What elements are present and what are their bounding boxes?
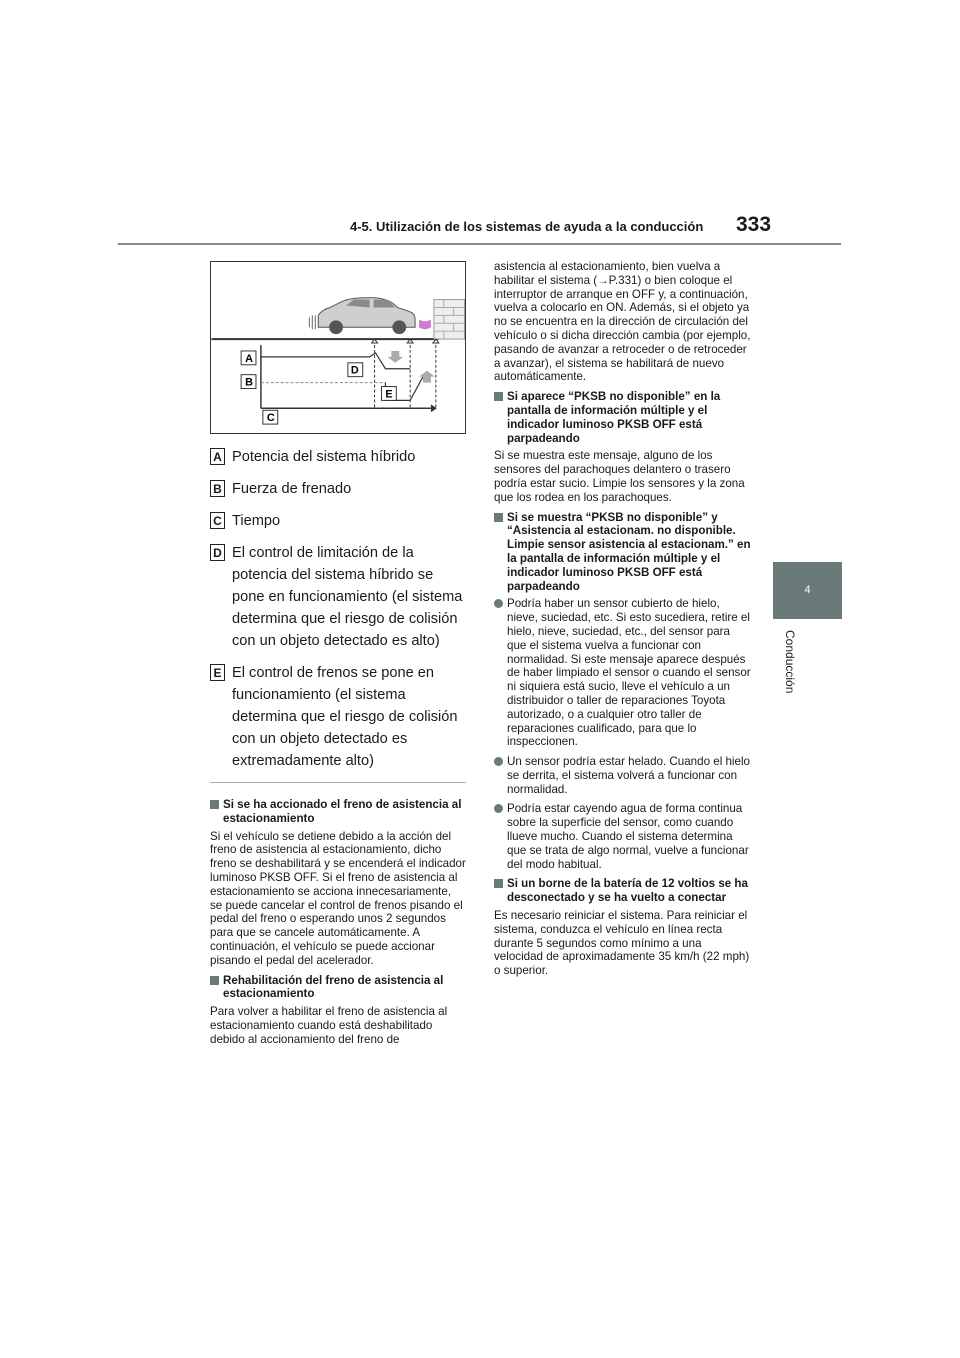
legend-text: Fuerza de frenado [232,481,352,497]
pksb-diagram [210,261,466,434]
fig-label-c: C [266,412,275,425]
legend-item-d [210,542,466,652]
paragraph: Para volver a habilitar el freno de asistencia al estacionamiento cuando está deshabilitado debido al accionamiento del freno de [210,1005,448,1046]
left-column [210,798,466,1053]
paragraph: Es necesario reiniciar el sistema. Para reiniciar el sistema, conduzca el vehículo en línea recta durante 5 segundos como mínimo a una velocidad de aproximadamente 35 km/h (22 mph) o superior. [494,909,750,978]
paragraph: asistencia al estacionamiento, bien vuelva a habilitar el sistema (→P.331) o bien coloque el interruptor de arranque en OFF y, a continuación, vuelva a colocarlo en ON. Además, si el objeto ya no se encuentra en la dirección de circulación del vehículo o si dicha dirección cambia (por ejemplo, pasando de avanzar a retroceder o de retroceder a avanzar), el sistema se habilitará de nuevo automáticamente. [494,260,751,384]
legend-text: El control de limitación de la potencia del sistema híbrido se pone en funcionamiento (el sistema determina que el riesgo de colisión con un objeto detectado es alto) [232,545,463,649]
fig-label-a: A [245,352,253,365]
fig-label-e: E [385,388,393,401]
down-arrow-icon [387,351,403,363]
page-number: 333 [736,213,772,236]
section-divider [210,782,466,783]
chapter-label: Conducción [783,630,797,694]
brick-wall [434,300,465,340]
paragraph: Si el vehículo se detiene debido a la acción del freno de asistencia al estacionamiento, dicho freno se deshabilitará y se encenderá el indicador luminoso PKSB OFF. Si el freno de asistencia al estacionamiento se acciona innecesariamente, se puede cancelar el control de frenos pisando el pedal del freno o esperando unos 2 segundos para que se cancele automáticamente. A continuación, el vehículo se puede accionar pisando el pedal del acelerador. [210,829,466,967]
legend-text: Potencia del sistema híbrido [232,449,416,465]
legend-text: El control de frenos se pone en funcionamiento (el sistema determina que el riesgo de colisión con un objeto detectado es extremadamente alto) [232,665,458,769]
heading-battery: Si un borne de la batería de 12 voltios se ha desconectado y se ha vuelto a conectar [494,877,752,905]
heading-reenable: Rehabilitación del freno de asistencia al estacionamiento [210,974,466,1002]
legend-badge: E [210,664,225,681]
legend-badge: B [210,480,225,497]
chapter-tab: 4 [773,562,842,619]
header-rule [118,243,841,245]
bullet-item: Podría haber un sensor cubierto de hielo, nieve, suciedad, etc. Si esto sucediera, retire el hielo, nieve, suciedad, etc., del sensor para que el sistema vuelva a funcionar con normalidad. Si este mensaje aparece después de haber limpiado el sensor o cuando el sensor ni siquiera está sucio, lleve el vehículo a un distribuidor o taller de reparaciones Toyota autorizado, o a cualquier otro taller de reparaciones cualificado, para que lo inspeccionen. [494,597,752,749]
legend-item-b [210,478,466,500]
legend-item-a [210,446,466,468]
fig-label-b: B [245,376,253,389]
legend-text: Tiempo [232,513,281,529]
heading-pksb-unavailable: Si aparece “PKSB no disponible” en la pantalla de información múltiple y el indicador luminoso PKSB OFF está parpadeando [494,390,752,445]
figure-legend [210,446,466,782]
power-line [261,353,410,369]
fig-label-d: D [350,364,359,377]
right-column [494,260,752,984]
section-title: 4-5. Utilización de los sistemas de ayuda a la conducción [350,219,704,234]
legend-badge: D [210,544,225,561]
car-icon [309,298,415,335]
legend-item-c [210,510,466,532]
heading-pksb-clean-sensor: Si se muestra “PKSB no disponible” y “Asistencia al estacionam. no disponible. Limpie sensor asistencia al estacionam.” en la pantalla de información múltiple y el indicador luminoso PKSB OFF está parpadeando [494,511,752,594]
legend-badge: A [210,448,225,465]
legend-badge: C [210,512,225,529]
legend-item-e [210,662,466,772]
bullet-item: Podría estar cayendo agua de forma continua sobre la superficie del sensor, como cuando llueve mucho. Cuando el sistema determina que se trata de algo normal, vuelve a funcionar del modo habitual. [494,802,752,871]
paragraph: Si se muestra este mensaje, alguno de los sensores del parachoques delantero o trasero podría estar sucio. Limpie los sensores y la zona que los rodea en los parachoques. [494,449,745,504]
bullet-item: Un sensor podría estar helado. Cuando el hielo se derrita, el sistema volverá a funcionar con normalidad. [494,755,752,796]
sensor-wave [419,319,431,329]
heading-parking-brake-activated: Si se ha accionado el freno de asistencia al estacionamiento [210,798,466,826]
